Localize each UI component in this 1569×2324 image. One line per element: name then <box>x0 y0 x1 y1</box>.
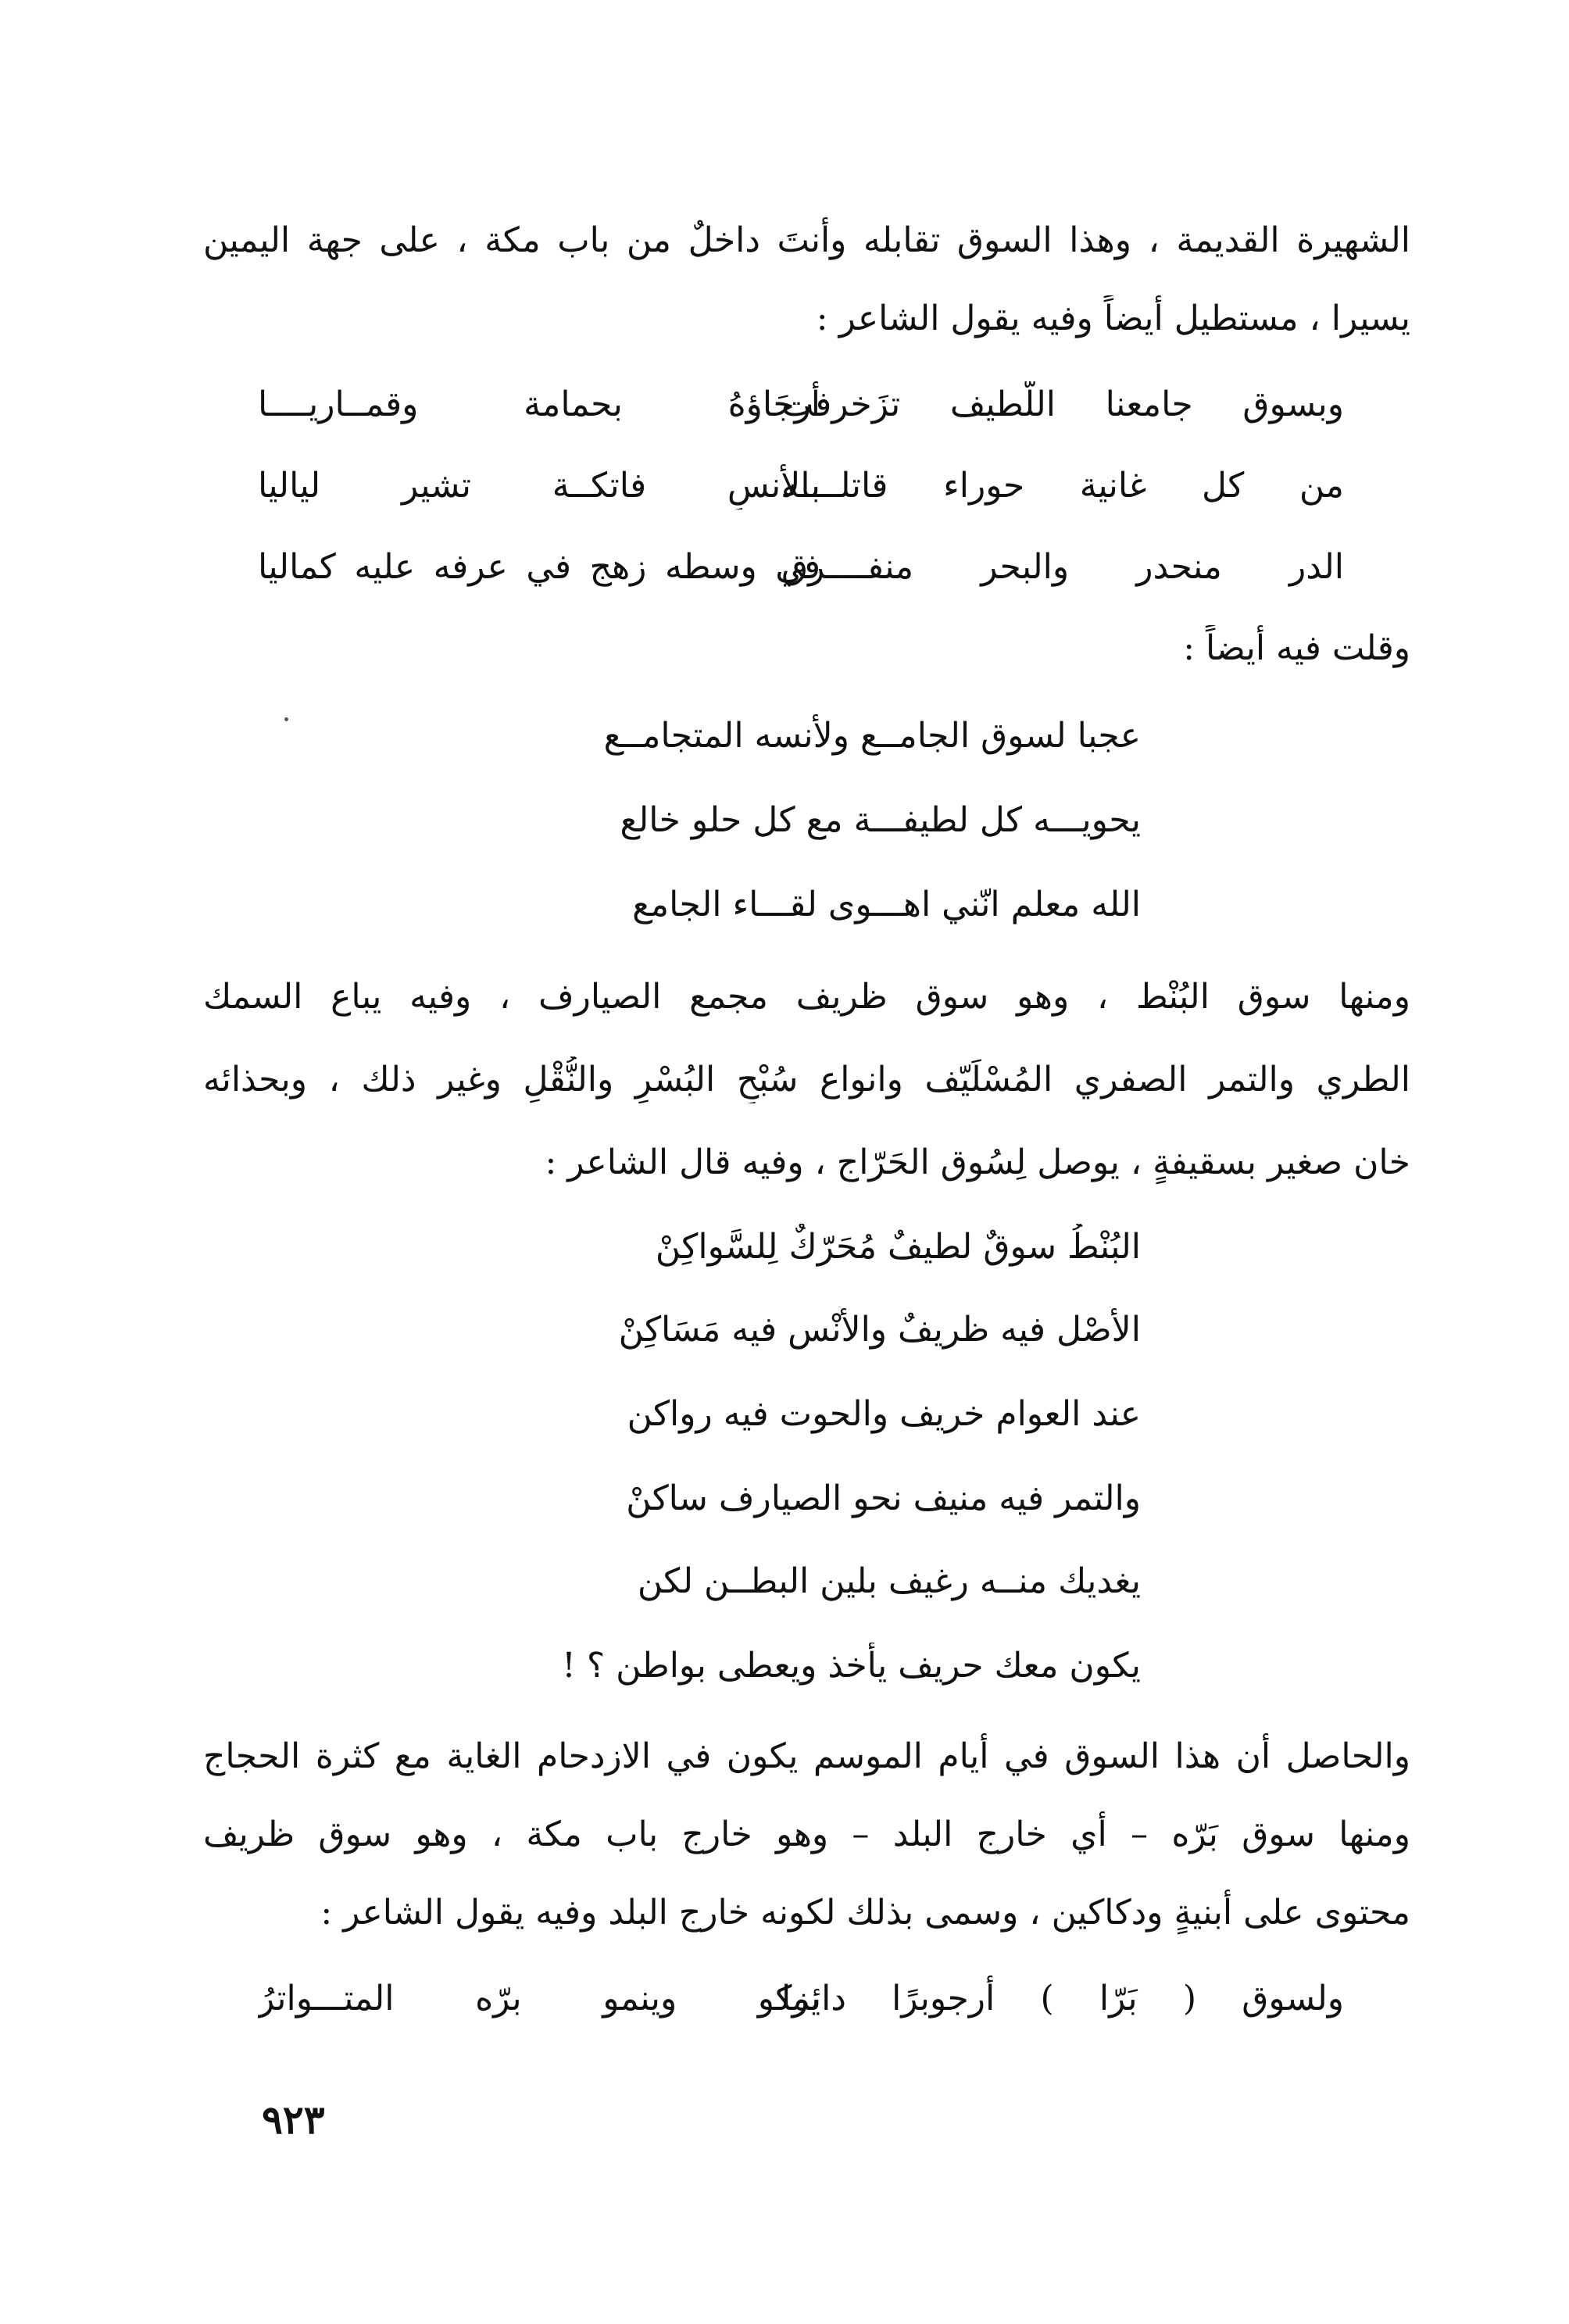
verse-second-hemistich: بالأنسِ فاتكــة تشير لياليا <box>258 466 820 506</box>
text-line: ومنها سوق بَرّه – أي خارج البلد – وهو خارج باب مكة ، وهو سوق ظريف <box>203 1815 1410 1854</box>
verse-first-hemistich: ولسوق ( بَرّا ) أرجوبرًا دائما <box>781 1979 1344 2018</box>
page-number: ٩٢٣ <box>262 2097 325 2143</box>
poem-line: يكون معك حريف يأخذ ويعطى بواطن ؟ ! <box>562 1646 1141 1686</box>
poem-line: يغديك منــه رغيف بلين البطــن لكن <box>637 1561 1141 1601</box>
poem-line: يحويـــه كل لطيفـــة مع كل حلو خالع <box>620 800 1141 840</box>
text-line: الطري والتمر الصفري المُسْلَيّف وانواع سُبْحِ البُسْرِ والنُّقْلِ وغير ذلك ، وبحذائه <box>203 1060 1410 1099</box>
text-line: محتوى على أبنيةٍ ودكاكين ، وسمى بذلك لكونه خارج البلد وفيه يقول الشاعر : <box>320 1893 1410 1932</box>
poem-line: الأَصْل فيه ظريفٌ والأُنْس فيه مَسَاكِنْ <box>618 1310 1141 1350</box>
verse-first-hemistich: وبسوق جامعنا اللّطيف تزَخرفت <box>781 384 1344 424</box>
text-line: وقلت فيه أيضاً : <box>1183 628 1410 668</box>
verse-second-hemistich: يزكو وينمو برّه المتـــواترُ <box>258 1979 820 2018</box>
verse-first-hemistich: الدر منحدر والبحر منفــــرق <box>781 547 1344 587</box>
verse-second-hemistich: في وسطه زهج في عرفه عليه كماليا <box>258 547 820 587</box>
text-line: والحاصل أن هذا السوق في أيام الموسم يكون في الازدحام الغاية مع كثرة الحجاج <box>203 1736 1410 1776</box>
poem-line: البُنْطُ سوقٌ لطيفٌ مُحَرّكٌ لِلسَّواكِنْ <box>655 1227 1141 1267</box>
print-speck <box>284 717 288 721</box>
text-line: يسيرا ، مستطيل أيضاً وفيه يقول الشاعر : <box>816 299 1410 338</box>
poem-line: الله معلم انّني اهـــوى لقـــاء الجامع <box>632 885 1141 924</box>
verse-second-hemistich: أرجَاؤهُ بحمامة وقمــاريــــا <box>258 384 820 424</box>
text-line: الشهيرة القديمة ، وهذا السوق تقابله وأنتَ داخلٌ من باب مكة ، على جهة اليمين <box>203 220 1410 260</box>
poem-line: والتمر فيه منيف نحو الصيارف ساكنْ <box>626 1478 1141 1518</box>
verse-first-hemistich: من كل غانية حوراء قاتلــــه <box>781 466 1344 506</box>
poem-line: عند العوام خريف والحوت فيه رواكن <box>627 1394 1141 1434</box>
poem-line: عجبا لسوق الجامــع ولأنسه المتجامــع <box>603 716 1141 756</box>
text-line: خان صغير بسقيفةٍ ، يوصل لِسُوق الحَرّاج ، وفيه قال الشاعر : <box>545 1142 1410 1182</box>
text-line: ومنها سوق البُنْط ، وهو سوق ظريف مجمع الصيارف ، وفيه يباع السمك <box>203 977 1410 1017</box>
